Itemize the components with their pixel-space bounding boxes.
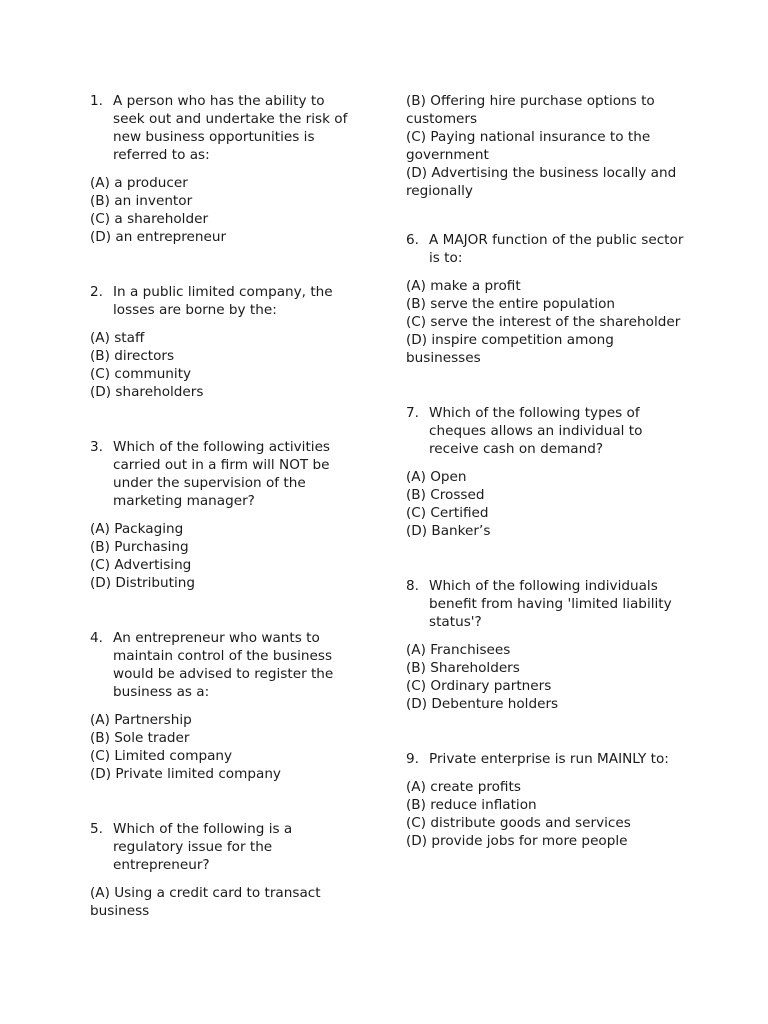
- right-column: [406, 92, 686, 887]
- question-8: [406, 577, 686, 713]
- option-b: (B) serve the entire population: [406, 296, 616, 312]
- question-stem: [90, 438, 360, 510]
- option-b: (B) reduce inflation: [406, 797, 537, 813]
- option-c: (C) serve the interest of the shareholder: [406, 314, 681, 330]
- question-stem: [90, 629, 360, 701]
- options-list: [90, 329, 360, 401]
- question-number: 6.: [406, 232, 419, 248]
- question-number: 5.: [90, 821, 103, 837]
- option-b: (B) Offering hire purchase options to customers: [406, 93, 655, 127]
- question-text: In a public limited company, the losses are borne by the:: [113, 284, 333, 318]
- option-a: (A) Using a credit card to transact business: [90, 885, 321, 919]
- question-2: [90, 283, 360, 401]
- question-7: [406, 404, 686, 540]
- options-list: [90, 884, 360, 920]
- option-b: (B) Sole trader: [90, 730, 190, 746]
- options-list: [90, 174, 360, 246]
- question-stem: [406, 231, 686, 267]
- option-d: (D) Advertising the business locally and regionally: [406, 165, 677, 199]
- question-number: 1.: [90, 93, 103, 109]
- option-c: (C) Ordinary partners: [406, 678, 552, 694]
- option-c: (C) Advertising: [90, 557, 192, 573]
- option-d: (D) Distributing: [90, 575, 196, 591]
- question-text: Which of the following activities carried out in a firm will NOT be under the supervision of the marketing manager?: [113, 439, 331, 509]
- option-d: (D) an entrepreneur: [90, 229, 227, 245]
- option-d: (D) Private limited company: [90, 766, 281, 782]
- option-a: (A) Open: [406, 469, 467, 485]
- question-stem: [90, 820, 360, 874]
- option-a: (A) a producer: [90, 175, 188, 191]
- options-list: [406, 277, 686, 367]
- option-d: (D) inspire competition among businesses: [406, 332, 614, 366]
- option-b: (B) Crossed: [406, 487, 485, 503]
- question-number: 9.: [406, 751, 419, 767]
- options-list: [90, 711, 360, 783]
- question-text: Which of the following is a regulatory issue for the entrepreneur?: [113, 821, 293, 873]
- option-b: (B) Purchasing: [90, 539, 189, 555]
- question-text: Which of the following types of cheques allows an individual to receive cash on demand?: [429, 405, 643, 457]
- left-column: [90, 92, 360, 957]
- option-c: (C) community: [90, 366, 192, 382]
- option-d: (D) shareholders: [90, 384, 204, 400]
- question-3: [90, 438, 360, 592]
- question-9: [406, 750, 686, 850]
- option-d: (D) provide jobs for more people: [406, 833, 628, 849]
- question-text: An entrepreneur who wants to maintain control of the business would be advised to register the business as a:: [113, 630, 334, 700]
- question-6: [406, 231, 686, 367]
- option-c: (C) distribute goods and services: [406, 815, 631, 831]
- option-a: (A) make a profit: [406, 278, 521, 294]
- question-1: [90, 92, 360, 246]
- options-list: [406, 778, 686, 850]
- option-a: (A) staff: [90, 330, 145, 346]
- question-number: 7.: [406, 405, 419, 421]
- question-stem: [406, 577, 686, 631]
- option-c: (C) Certified: [406, 505, 489, 521]
- option-b: (B) directors: [90, 348, 175, 364]
- question-number: 8.: [406, 578, 419, 594]
- question-text: Private enterprise is run MAINLY to:: [429, 751, 669, 767]
- option-a: (A) Packaging: [90, 521, 184, 537]
- question-number: 2.: [90, 284, 103, 300]
- question-stem: [90, 283, 360, 319]
- option-a: (A) Partnership: [90, 712, 192, 728]
- option-c: (C) Limited company: [90, 748, 233, 764]
- question-stem: [90, 92, 360, 164]
- question-stem: [406, 750, 686, 768]
- options-list: [406, 641, 686, 713]
- question-stem: [406, 404, 686, 458]
- option-c: (C) Paying national insurance to the government: [406, 129, 651, 163]
- question-text: A MAJOR function of the public sector is to:: [429, 232, 684, 266]
- question-5: [90, 820, 360, 920]
- question-text: Which of the following individuals benefit from having 'limited liability status'?: [429, 578, 672, 630]
- options-list: [406, 468, 686, 540]
- option-d: (D) Debenture holders: [406, 696, 559, 712]
- question-4: [90, 629, 360, 783]
- question-number: 4.: [90, 630, 103, 646]
- option-c: (C) a shareholder: [90, 211, 209, 227]
- option-a: (A) create profits: [406, 779, 521, 795]
- option-b: (B) an inventor: [90, 193, 193, 209]
- option-b: (B) Shareholders: [406, 660, 520, 676]
- question-number: 3.: [90, 439, 103, 455]
- question-text: A person who has the ability to seek out and undertake the risk of new business opportunities is referred to as:: [113, 93, 348, 163]
- option-d: (D) Banker’s: [406, 523, 491, 539]
- question-5-continued: [406, 92, 686, 200]
- option-a: (A) Franchisees: [406, 642, 511, 658]
- options-list: [90, 520, 360, 592]
